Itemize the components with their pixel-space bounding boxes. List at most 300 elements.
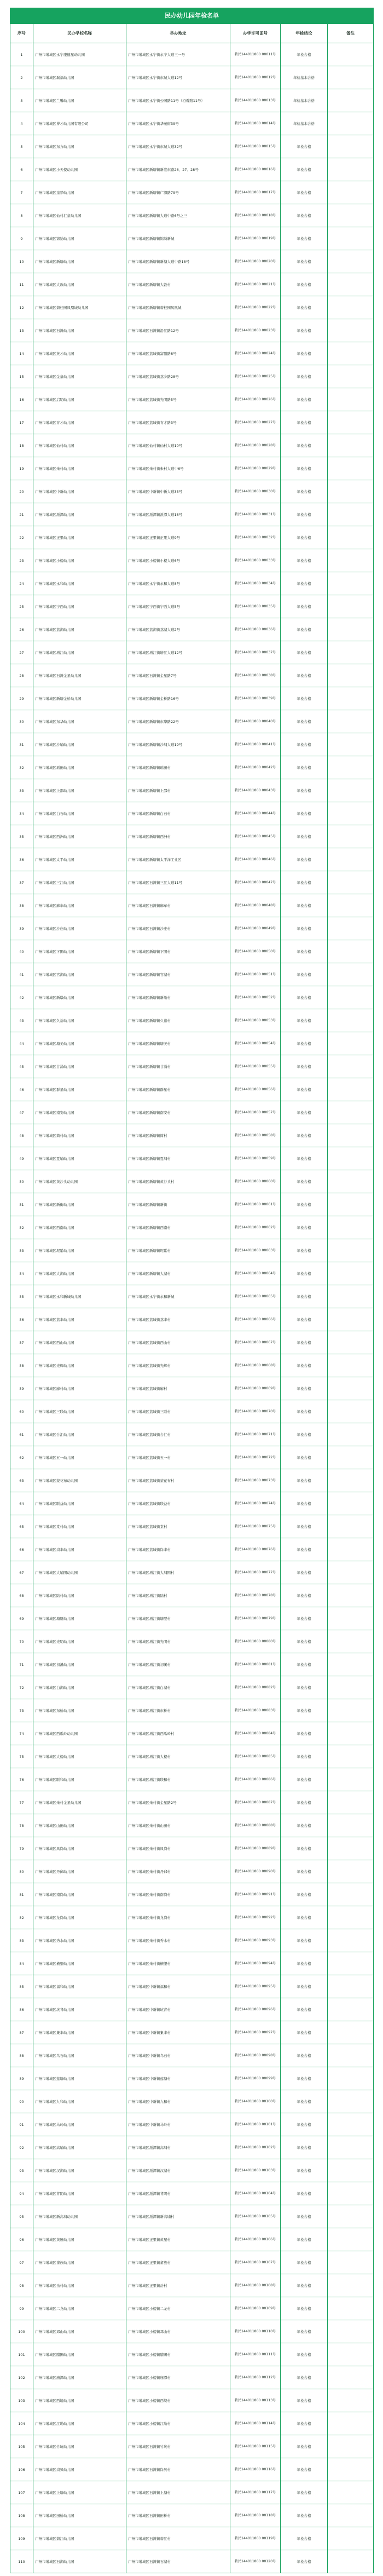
school-name: 广州市增城区马岭幼儿园	[33, 2113, 126, 2136]
license-number: 教民144011800 00039号	[230, 687, 281, 710]
school-address: 广州市增城区永宁街公园路11号（沿着路11号）	[126, 89, 230, 112]
row-index: 89	[10, 2067, 33, 2090]
school-address: 广州市增城区新塘镇新港东路26、27、28号	[126, 158, 230, 181]
remark	[328, 457, 374, 480]
table-row	[10, 1147, 374, 1170]
header-remark: 备注	[328, 24, 374, 43]
row-index: 69	[10, 1607, 33, 1630]
inspection-result: 年检合格	[281, 1653, 328, 1676]
row-index: 67	[10, 1561, 33, 1584]
school-name: 广州市增城区龙岗幼儿园	[33, 1906, 126, 1929]
row-index: 105	[10, 2435, 33, 2458]
remark	[328, 1377, 374, 1400]
school-address: 广州市增城区小楼镇西境村	[126, 2389, 230, 2412]
inspection-result: 年检合格	[281, 1607, 328, 1630]
school-name: 广州市增城区大湖幼儿园	[33, 1262, 126, 1285]
school-address: 广州市增城区永宁街华苑街39号	[126, 112, 230, 135]
school-name: 广州市增城区二龙幼儿园	[33, 2297, 126, 2320]
school-name: 广州市增城区夏埔幼儿园	[33, 1147, 126, 1170]
remark	[328, 388, 374, 411]
remark	[328, 1584, 374, 1607]
inspection-result: 年检合格	[281, 2136, 328, 2159]
school-address: 广州市增城区朱村街金星路2号	[126, 1791, 230, 1814]
school-name: 广州市增城区碧江幼儿园	[33, 2527, 126, 2550]
row-index: 14	[10, 342, 33, 365]
table-row	[10, 2458, 374, 2481]
row-index: 109	[10, 2527, 33, 2550]
table-row	[10, 2182, 374, 2205]
inspection-result: 年检合格	[281, 1699, 328, 1722]
row-index: 81	[10, 1883, 33, 1906]
school-address: 广州市增城区荔城街岗丰村	[126, 1538, 230, 1561]
license-number: 教民144011800 00076号	[230, 1538, 281, 1561]
license-number: 教民144011800 00096号	[230, 1998, 281, 2021]
inspection-result: 年检合格	[281, 2527, 328, 2550]
license-number: 教民144011800 00073号	[230, 1469, 281, 1492]
school-address: 广州市增城区石滩镇麻车村	[126, 894, 230, 917]
table-row	[10, 963, 374, 986]
header-result: 年检结论	[281, 24, 328, 43]
row-index: 99	[10, 2297, 33, 2320]
inspection-result: 年检合格	[281, 1630, 328, 1653]
license-number: 教民144011800 00085号	[230, 1745, 281, 1768]
inspection-result: 年检合格	[281, 204, 328, 227]
school-address: 广州市增城区小楼镇腊圃村	[126, 2343, 230, 2366]
row-index: 108	[10, 2504, 33, 2527]
school-name: 广州市增城区畲族幼儿园	[33, 2251, 126, 2274]
license-number: 教民144011800 00072号	[230, 1446, 281, 1469]
table-row	[10, 1837, 374, 1860]
license-number: 教民144011800 00045号	[230, 825, 281, 848]
school-name: 广州市增城区光明幼儿园	[33, 1630, 126, 1653]
inspection-result: 年检合格	[281, 2366, 328, 2389]
remark	[328, 227, 374, 250]
row-index: 1	[10, 43, 33, 66]
license-number: 教民144011800 00057号	[230, 1101, 281, 1124]
license-number: 教民144011800 00015号	[230, 135, 281, 158]
school-address: 广州市增城区荔城街育才路3号	[126, 411, 230, 434]
remark	[328, 871, 374, 894]
table-row	[10, 1170, 374, 1193]
license-number: 教民144011800 00035号	[230, 595, 281, 618]
school-address: 广州市增城区朱村街南岗村	[126, 1883, 230, 1906]
school-name: 广州市增城区锦绣幼儿园	[33, 227, 126, 250]
table-row	[10, 2435, 374, 2458]
row-index: 41	[10, 963, 33, 986]
table-row	[10, 1860, 374, 1883]
school-address: 广州市增城区石滩镇沿江路12号	[126, 319, 230, 342]
school-address: 广州市增城区荔城街荔丰村	[126, 1308, 230, 1331]
school-address: 广州市增城区永宁街永宁大道三一号	[126, 43, 230, 66]
inspection-result: 年检合格	[281, 411, 328, 434]
row-index: 97	[10, 2251, 33, 2274]
school-name: 广州市增城区坑背幼儿园	[33, 1998, 126, 2021]
license-number: 教民144011800 00060号	[230, 1170, 281, 1193]
row-index: 15	[10, 365, 33, 388]
table-row	[10, 273, 374, 296]
school-name: 广州市增城区三联幼儿园	[33, 1400, 126, 1423]
license-number: 教民144011800 00107号	[230, 2251, 281, 2274]
school-address: 广州市增城区新塘镇沙埔大道19号	[126, 733, 230, 756]
remark	[328, 1262, 374, 1285]
school-address: 广州市增城区新塘镇瑶田村	[126, 756, 230, 779]
license-number: 教民144011800 00051号	[230, 963, 281, 986]
row-index: 49	[10, 1147, 33, 1170]
license-number: 教民144011800 00047号	[230, 871, 281, 894]
table-row	[10, 1492, 374, 1515]
school-name: 广州市增城区东方幼儿园	[33, 135, 126, 158]
school-name: 广州市增城区派潭幼儿园	[33, 503, 126, 526]
row-index: 34	[10, 802, 33, 825]
remark	[328, 204, 374, 227]
row-index: 100	[10, 2320, 33, 2343]
remark	[328, 1124, 374, 1147]
table-row	[10, 158, 374, 181]
inspection-result: 年检合格	[281, 1998, 328, 2021]
license-number: 教民144011800 00091号	[230, 1883, 281, 1906]
school-name: 广州市增城区九和幼儿园	[33, 2090, 126, 2113]
row-index: 104	[10, 2412, 33, 2435]
inspection-result: 年检合格	[281, 1400, 328, 1423]
inspection-result: 年检合格	[281, 2090, 328, 2113]
row-index: 94	[10, 2182, 33, 2205]
row-index: 103	[10, 2389, 33, 2412]
school-name: 广州市增城区甘涌幼儿园	[33, 1055, 126, 1078]
license-number: 教民144011800 00014号	[230, 112, 281, 135]
school-name: 广州市增城区久裕幼儿园	[33, 1009, 126, 1032]
row-index: 98	[10, 2274, 33, 2297]
remark	[328, 1906, 374, 1929]
license-number: 教民144011800 00034号	[230, 572, 281, 595]
row-index: 66	[10, 1538, 33, 1561]
table-row	[10, 733, 374, 756]
remark	[328, 2412, 374, 2435]
school-address: 广州市增城区朱村街凤岗村	[126, 1837, 230, 1860]
license-number: 教民144011800 00019号	[230, 227, 281, 250]
header-index: 序号	[10, 24, 33, 43]
row-index: 11	[10, 273, 33, 296]
table-row	[10, 1722, 374, 1745]
remark	[328, 1607, 374, 1630]
inspection-result: 年检合格	[281, 1584, 328, 1607]
table-row	[10, 2343, 374, 2366]
remark	[328, 1699, 374, 1722]
remark	[328, 940, 374, 963]
school-name: 广州市增城区塘美幼儿园	[33, 1032, 126, 1055]
license-number: 教民144011800 00104号	[230, 2182, 281, 2205]
table-row	[10, 687, 374, 710]
school-address: 广州市增城区派潭镇派潭大道18号	[126, 503, 230, 526]
remark	[328, 1515, 374, 1538]
inspection-result: 年检合格	[281, 1469, 328, 1492]
remark	[328, 89, 374, 112]
school-address: 广州市增城区新塘镇广深路79号	[126, 181, 230, 204]
school-name: 广州市增城区中新幼儿园	[33, 480, 126, 503]
row-index: 24	[10, 572, 33, 595]
school-name: 广州市增城区秀水幼儿园	[33, 1929, 126, 1952]
school-address: 广州市增城区朱村街丹邱村	[126, 1860, 230, 1883]
school-address: 广州市增城区增江街光明村	[126, 1630, 230, 1653]
school-address: 广州市增城区新塘镇大敦村	[126, 273, 230, 296]
table-title: 民办幼儿园年检名单	[10, 8, 374, 24]
school-name: 广州市增城区光辉幼儿园	[33, 1354, 126, 1377]
license-number: 教民144011800 00108号	[230, 2274, 281, 2297]
row-index: 64	[10, 1492, 33, 1515]
remark	[328, 503, 374, 526]
license-number: 教民144011800 00118号	[230, 2504, 281, 2527]
inspection-result: 年检基本合格	[281, 112, 328, 135]
table-row	[10, 2090, 374, 2113]
license-number: 教民144011800 00082号	[230, 1676, 281, 1699]
school-name: 广州市增城区太平幼儿园	[33, 848, 126, 871]
row-index: 84	[10, 1952, 33, 1975]
license-number: 教民144011800 00050号	[230, 940, 281, 963]
school-name: 广州市增城区西南幼儿园	[33, 1216, 126, 1239]
school-name: 广州市增城区永和新城幼儿园	[33, 1285, 126, 1308]
school-name: 广州市增城区小楼幼儿园	[33, 549, 126, 572]
school-name: 广州市增城区五一幼儿园	[33, 1446, 126, 1469]
row-index: 102	[10, 2366, 33, 2389]
license-number: 教民144011800 00026号	[230, 388, 281, 411]
license-number: 教民144011800 00086号	[230, 1768, 281, 1791]
row-index: 83	[10, 1929, 33, 1952]
license-number: 教民144011800 00022号	[230, 296, 281, 319]
inspection-result: 年检合格	[281, 135, 328, 158]
inspection-result: 年检合格	[281, 572, 328, 595]
row-index: 46	[10, 1078, 33, 1101]
school-address: 广州市增城区新塘镇群星村	[126, 1078, 230, 1101]
table-row	[10, 1975, 374, 1998]
school-name: 广州市增城区黄屋幼儿园	[33, 2228, 126, 2251]
table-row	[10, 1952, 374, 1975]
school-address: 广州市增城区正果镇正果大道9号	[126, 526, 230, 549]
table-row	[10, 1124, 374, 1147]
row-index: 78	[10, 1814, 33, 1837]
row-index: 13	[10, 319, 33, 342]
license-number: 教民144011800 00111号	[230, 2343, 281, 2366]
school-name: 广州市增城区麻车幼儿园	[33, 894, 126, 917]
remark	[328, 1676, 374, 1699]
remark	[328, 2550, 374, 2573]
row-index: 4	[10, 112, 33, 135]
table-row	[10, 1446, 374, 1469]
row-index: 22	[10, 526, 33, 549]
inspection-result: 年检合格	[281, 595, 328, 618]
license-number: 教民144011800 00054号	[230, 1032, 281, 1055]
license-number: 教民144011800 00094号	[230, 1952, 281, 1975]
inspection-result: 年检合格	[281, 1331, 328, 1354]
license-number: 教民144011800 00071号	[230, 1423, 281, 1446]
school-name: 广州市增城区棠村幼儿园	[33, 1515, 126, 1538]
school-address: 广州市增城区小楼镇庙潭村	[126, 2366, 230, 2389]
inspection-result: 年检合格	[281, 641, 328, 664]
inspection-result: 年检合格	[281, 1906, 328, 1929]
inspection-result: 年检合格	[281, 1952, 328, 1975]
remark	[328, 1653, 374, 1676]
school-name: 广州市增城区启明幼儿园	[33, 388, 126, 411]
inspection-result: 年检合格	[281, 1423, 328, 1446]
license-number: 教民144011800 00044号	[230, 802, 281, 825]
row-index: 95	[10, 2205, 33, 2228]
table-row	[10, 365, 374, 388]
row-index: 52	[10, 1216, 33, 1239]
license-number: 教民144011800 00109号	[230, 2297, 281, 2320]
row-index: 17	[10, 411, 33, 434]
inspection-result: 年检合格	[281, 779, 328, 802]
school-name: 广州市增城区初溪幼儿园	[33, 1653, 126, 1676]
table-row	[10, 595, 374, 618]
table-row	[10, 1883, 374, 1906]
remark	[328, 342, 374, 365]
remark	[328, 1446, 374, 1469]
license-number: 教民144011800 00084号	[230, 1722, 281, 1745]
inspection-result: 年检合格	[281, 1147, 328, 1170]
remark	[328, 2297, 374, 2320]
school-name: 广州市增城区大敦幼儿园	[33, 273, 126, 296]
remark	[328, 181, 374, 204]
school-address: 广州市增城区增江街东桥村	[126, 1699, 230, 1722]
inspection-result: 年检合格	[281, 549, 328, 572]
row-index: 54	[10, 1262, 33, 1285]
license-number: 教民144011800 00103号	[230, 2159, 281, 2182]
row-index: 10	[10, 250, 33, 273]
table-row	[10, 894, 374, 917]
school-name: 广州市增城区西洲幼儿园	[33, 825, 126, 848]
table-row	[10, 2389, 374, 2412]
school-address: 广州市增城区新塘镇新塘大道中路18号	[126, 250, 230, 273]
table-row	[10, 2550, 374, 2573]
school-address: 广州市增城区中新镇马岭村	[126, 2113, 230, 2136]
row-index: 58	[10, 1354, 33, 1377]
license-number: 教民144011800 00058号	[230, 1124, 281, 1147]
inspection-result: 年检合格	[281, 480, 328, 503]
school-name: 广州市增城区腊圃幼儿园	[33, 2343, 126, 2366]
inspection-result: 年检合格	[281, 1262, 328, 1285]
remark	[328, 1929, 374, 1952]
license-number: 教民144011800 00106号	[230, 2228, 281, 2251]
remark	[328, 1860, 374, 1883]
remark	[328, 2090, 374, 2113]
remark	[328, 595, 374, 618]
remark	[328, 618, 374, 641]
inspection-table	[10, 8, 374, 2573]
table-row	[10, 1009, 374, 1032]
school-address: 广州市增城区荔城街西山村	[126, 1331, 230, 1354]
table-row	[10, 1101, 374, 1124]
table-row	[10, 2044, 374, 2067]
inspection-result: 年检合格	[281, 2550, 328, 2573]
row-index: 88	[10, 2044, 33, 2067]
license-number: 教民144011800 00046号	[230, 848, 281, 871]
row-index: 74	[10, 1722, 33, 1745]
school-address: 广州市增城区中新镇坑背村	[126, 1998, 230, 2021]
license-number: 教民144011800 00065号	[230, 1285, 281, 1308]
remark	[328, 917, 374, 940]
remark	[328, 2274, 374, 2297]
table-row	[10, 411, 374, 434]
school-address: 广州市增城区新塘镇塘美村	[126, 1032, 230, 1055]
table-row	[10, 1285, 374, 1308]
school-name: 广州市增城区横塱幼儿园	[33, 1952, 126, 1975]
inspection-result: 年检合格	[281, 917, 328, 940]
row-index: 51	[10, 1193, 33, 1216]
table-row	[10, 342, 374, 365]
remark	[328, 687, 374, 710]
license-number: 教民144011800 00087号	[230, 1791, 281, 1814]
remark	[328, 526, 374, 549]
remark	[328, 2113, 374, 2136]
table-row	[10, 618, 374, 641]
inspection-result: 年检合格	[281, 963, 328, 986]
table-row	[10, 1607, 374, 1630]
school-name: 广州市增城区邓山幼儿园	[33, 2320, 126, 2343]
school-name: 广州市增城区正果幼儿园	[33, 526, 126, 549]
remark	[328, 1354, 374, 1377]
inspection-result: 年检合格	[281, 2481, 328, 2504]
school-name: 广州市增城区汉湖幼儿园	[33, 2159, 126, 2182]
school-address: 广州市增城区朱村街秀水村	[126, 1929, 230, 1952]
table-row	[10, 2113, 374, 2136]
inspection-result: 年检合格	[281, 1814, 328, 1837]
school-name: 广州市增城区英才幼儿园	[33, 342, 126, 365]
remark	[328, 1285, 374, 1308]
table-row	[10, 1699, 374, 1722]
license-number: 教民144011800 00038号	[230, 664, 281, 687]
table-row	[10, 1561, 374, 1584]
remark	[328, 2504, 374, 2527]
table-row	[10, 779, 374, 802]
remark	[328, 1722, 374, 1745]
license-number: 教民144011800 00098号	[230, 2044, 281, 2067]
school-name: 广州市增城区联益幼儿园	[33, 1492, 126, 1515]
license-number: 教民144011800 00056号	[230, 1078, 281, 1101]
school-name: 广州市增城区坭紫幼儿园	[33, 1239, 126, 1262]
table-row	[10, 296, 374, 319]
school-address: 广州市增城区新塘镇简村	[126, 1124, 230, 1147]
remark	[328, 664, 374, 687]
license-number: 教民144011800 00075号	[230, 1515, 281, 1538]
inspection-result: 年检合格	[281, 848, 328, 871]
school-address: 广州市增城区荔湖街荔湖大道2号	[126, 618, 230, 641]
license-number: 教民144011800 00037号	[230, 641, 281, 664]
inspection-result: 年检合格	[281, 273, 328, 296]
license-number: 教民144011800 00102号	[230, 2136, 281, 2159]
license-number: 教民144011800 00067号	[230, 1331, 281, 1354]
school-address: 广州市增城区增江街初溪村	[126, 1653, 230, 1676]
school-name: 广州市增城区蒙花布幼儿园	[33, 1469, 126, 1492]
remark	[328, 1975, 374, 1998]
school-address: 广州市增城区荔城街蒙花布村	[126, 1469, 230, 1492]
table-row	[10, 664, 374, 687]
school-address: 广州市增城区荔城街光辉村	[126, 1354, 230, 1377]
school-name: 广州市增城区山田幼儿园	[33, 1814, 126, 1837]
row-index: 106	[10, 2458, 33, 2481]
school-address: 广州市增城区新塘镇太平洋工业区	[126, 848, 230, 871]
remark	[328, 1768, 374, 1791]
school-address: 广州市增城区永宁街永和大道8号	[126, 572, 230, 595]
table-row	[10, 1423, 374, 1446]
school-name: 广州市增城区朱村幼儿园	[33, 457, 126, 480]
row-index: 87	[10, 2021, 33, 2044]
school-address: 广州市增城区石滩镇三江大道11号	[126, 871, 230, 894]
table-row	[10, 2412, 374, 2435]
row-index: 19	[10, 457, 33, 480]
school-name: 广州市增城区群星幼儿园	[33, 1078, 126, 1101]
inspection-result: 年检合格	[281, 365, 328, 388]
table-body	[10, 43, 374, 2573]
row-index: 16	[10, 388, 33, 411]
school-address: 广州市增城区永宁街东城大道32号	[126, 135, 230, 158]
